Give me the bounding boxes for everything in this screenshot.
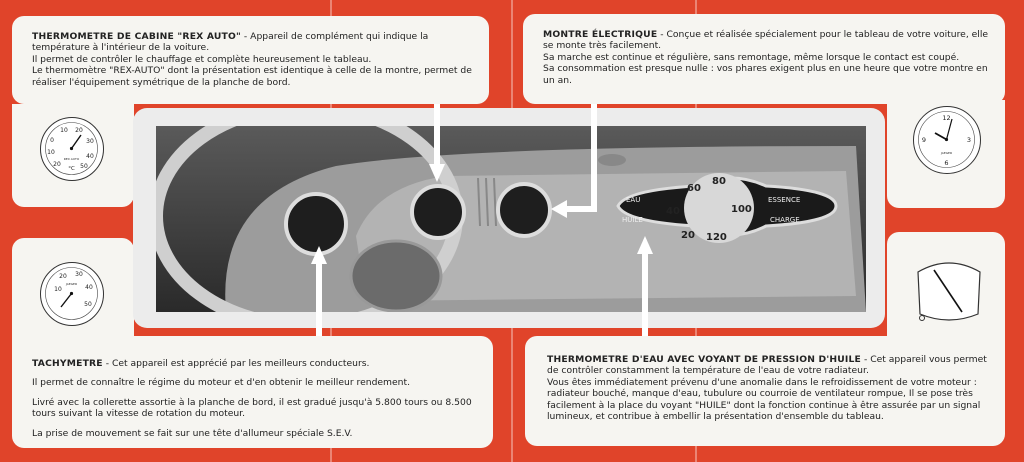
montre-number: 6 [944,159,949,167]
thermometre-cabine-number: 50 [80,163,88,170]
dashboard-photo-graphic [156,126,866,312]
tachymetre-number: 40 [85,284,93,291]
thermometre-cabine-number: 40 [86,153,94,160]
card-thermometre-eau-title: THERMOMETRE D'EAU AVEC VOYANT DE PRESSION D'HUILE [547,354,862,365]
tachymetre-number: 10 [54,286,62,293]
cluster-label-left: HUILE [622,216,643,224]
thermometre-cabine-brand: REX AUTO [63,157,80,161]
card-thermometre-eau-line: Vous êtes immédiatement prévenu d'une anomalie dans le refroidissement de votre moteur : radiateur bouché, manque d'eau, tubulure ou courroie de ventilateur rompue, Il se pose très facilement à la place du voyant "HUILE" dont la fonction continue à être assurée par un signal lumineux, et contribue à embellir la présentation d'ensemble du tableau. [547,376,981,423]
thermometre-cabine-number: 30 [86,138,94,145]
cluster-number: 40 [666,206,680,217]
thermometre-cabine-number: 10 [60,127,68,134]
card-thermometre-eau-lead: - Cet appareil vous permet de contrôler constamment la température de l'eau de votre radiateur. [547,354,987,377]
tachymetre-number: 30 [75,271,83,278]
montre-brand: JAEGER [940,151,953,155]
card-thermometre-cabine-lead: - Appareil de complément qui indique la température à l'intérieur de la voiture. [32,31,429,54]
cluster-number: 20 [681,230,695,241]
card-thermometre-eau-text [547,354,993,377]
thermometre-cabine-number: 20 [53,161,61,168]
montre-dial-graphic [914,107,979,172]
thermometre-cabine-number: 20 [75,127,83,134]
montre-dial [913,106,981,174]
tachymetre-dial [40,262,104,326]
card-montre-electrique-text [543,29,991,52]
thermometre-cabine-dial [40,117,104,181]
montre-number: 3 [966,136,972,144]
tachymetre-brand: JAEGER [65,282,78,286]
tachymetre-number: 20 [59,273,67,280]
thermometre-eau-gauge-graphic [912,256,986,326]
card-tachymetre-line: Il permet de connaître le régime du moteur et d'en obtenir le meilleur rendement. [32,377,410,389]
thermometre-cabine-dial-graphic [41,118,102,179]
cluster-label-left: EAU [626,196,641,204]
card-thermometre-cabine-title: THERMOMETRE DE CABINE "REX AUTO" [32,31,242,42]
cluster-label-right: ESSENCE [768,196,801,204]
tachymetre-number: 50 [84,301,92,308]
card-tachymetre-title: TACHYMETRE [32,358,103,369]
thermometre-cabine-number: 10 [47,149,55,156]
cluster-label-right: CHARGE [770,216,800,224]
card-thermometre-cabine-text [32,31,475,54]
montre-number: 9 [921,136,927,144]
tachymetre-dial-graphic [41,263,102,324]
card-tachymetre-line: La prise de mouvement se fait sur une tête d'allumeur spéciale S.E.V. [32,427,353,439]
cluster-number: 100 [731,204,752,215]
thermometre-eau-gauge [912,256,986,326]
card-montre-electrique-line: Sa marche est continue et régulière, sans remontage, même lorsque le contact est coupé. [543,51,960,63]
card-thermometre-cabine-line: Il permet de contrôler le chauffage et complète heureusement le tableau. [32,53,372,65]
card-thermometre-cabine [12,16,489,104]
card-montre-electrique-line: Sa consommation est presque nulle : vos phares exigent plus en une heure que votre montre en un an. [543,63,988,86]
card-thermometre-cabine-line: Le thermomètre "REX-AUTO" dont la présentation est identique à celle de la montre, permet de réaliser l'équipement symétrique de la planche de bord. [32,65,472,88]
card-tachymetre [12,336,493,448]
card-montre-electrique [523,14,1005,104]
thermometre-cabine-unit: °C [68,166,75,172]
montre-number: 12 [942,114,951,122]
card-montre-electrique-lead: - Conçue et réalisée spécialement pour le tableau de votre voiture, elle se monte très facilement. [543,29,989,52]
thermometre-cabine-number: 0 [50,137,54,144]
card-montre-electrique-title: MONTRE ÉLECTRIQUE [543,29,658,40]
card-thermometre-eau [525,336,1005,446]
dashboard-photo [156,126,866,312]
card-tachymetre-text [32,358,479,369]
cluster-number: 120 [706,232,727,243]
cluster-number: 80 [712,176,726,187]
card-tachymetre-line: Livré avec la collerette assortie à la planche de bord, il est gradué jusqu'à 5.800 tours ou 8.500 tours suivant la vitesse de rotation du moteur. [32,396,472,420]
cluster-number: 60 [687,183,701,194]
card-tachymetre-lead: - Cet appareil est apprécié par les meilleurs conducteurs. [102,358,370,369]
